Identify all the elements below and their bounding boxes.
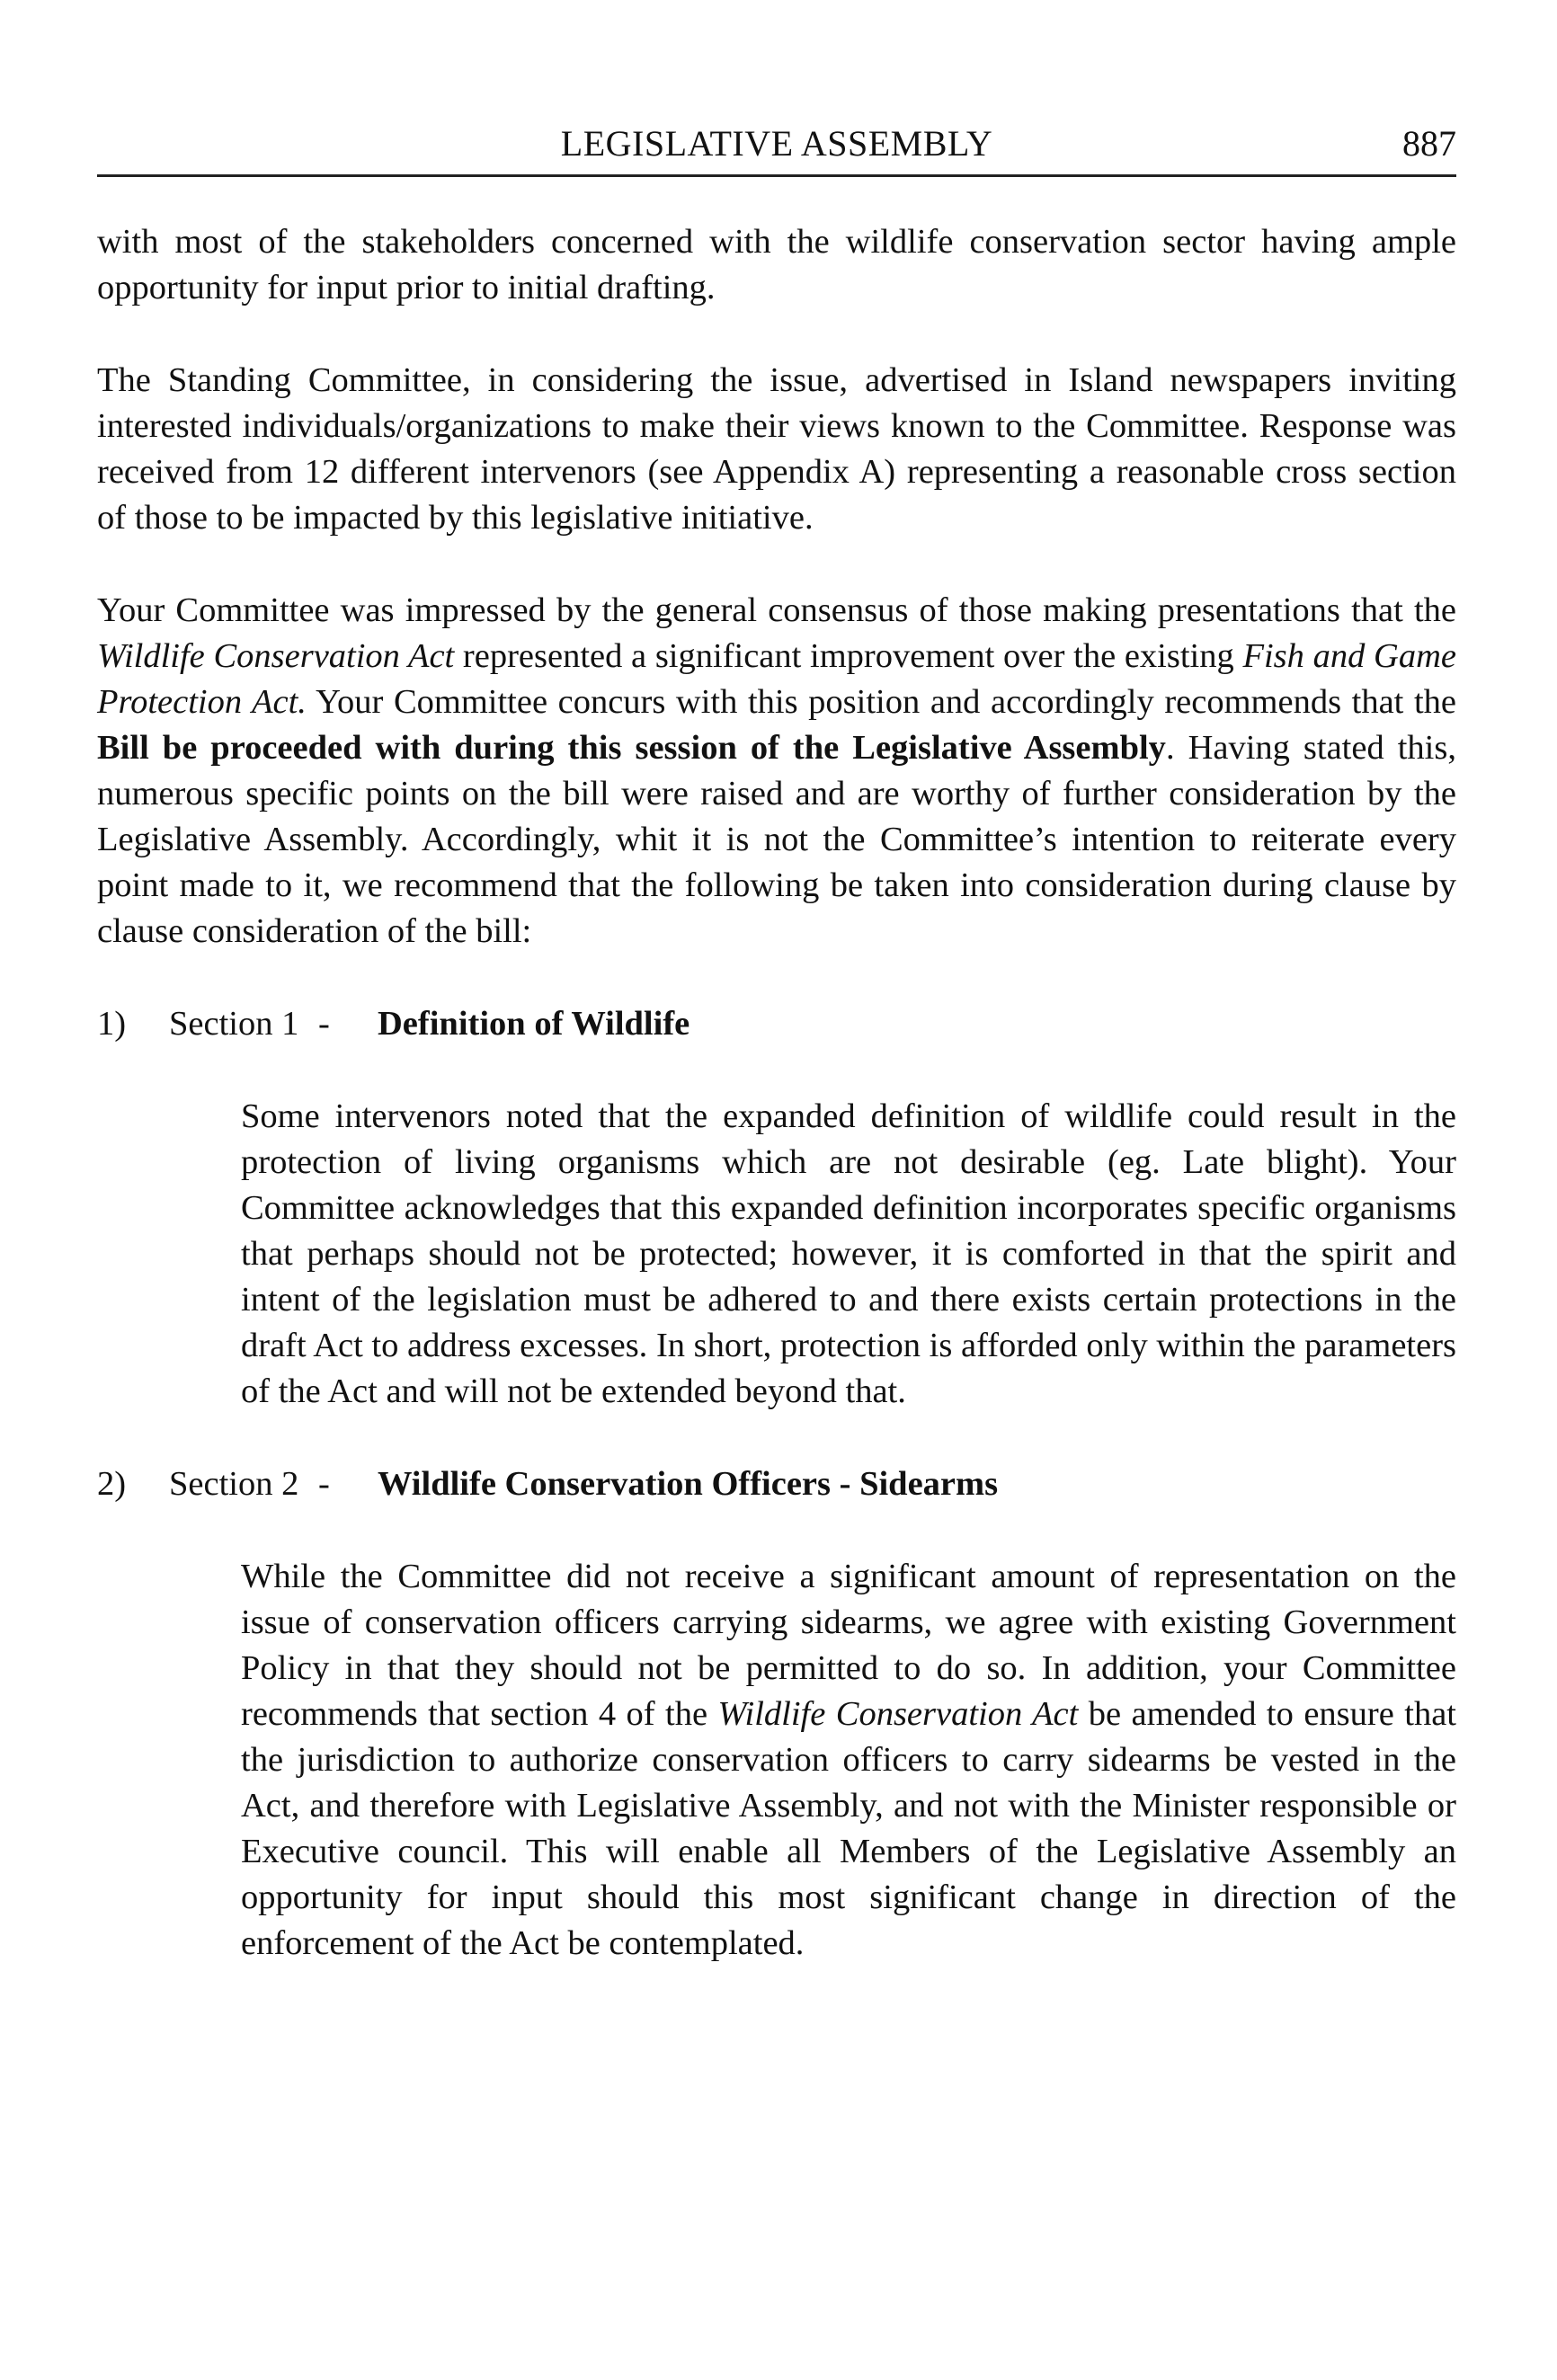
section-label: Section 2 (169, 1465, 299, 1503)
page-header (97, 117, 1456, 177)
section-1-text: Some intervenors noted that the expanded definition of wildlife could result in the protection of living organisms which are not desirable (eg. Late blight). Your Committee acknowledges that this expanded definition incorporates specific organisms that perhaps should not be protected; however, it is comforted in that the spirit and intent of the legislation must be adhered to and there exists certain protections in the draft Act to address excesses. In short, protection is afforded only within the parameters of the Act and will not be extended beyond that. (241, 1097, 1456, 1410)
page-number: 887 (1402, 123, 1456, 164)
text-run: Your Committee concurs with this position and accordingly recommends that the (306, 683, 1456, 721)
section-dash: - (318, 1465, 330, 1503)
italic-act-title: Fish and Game Protection Act. (97, 637, 1456, 721)
italic-act-title: Wildlife Conservation Act (717, 1695, 1079, 1733)
header-title: LEGISLATIVE ASSEMBLY (560, 123, 993, 164)
paragraph-standing-committee: The Standing Committee, in considering the issue, advertised in Island newspapers inviting interested individuals/organizations to make their views known to the Committee. Response was received from 12 different intervenors (see Appendix A) representing a reasonable cross section of those to be impacted by this legislative initiative. (97, 361, 1456, 537)
bold-recommendation: Bill be proceeded with during this session of the Legislative Assembly (97, 729, 1166, 767)
section-title: Definition of Wildlife (378, 1005, 690, 1043)
section-title: Wildlife Conservation Officers - Sidearms (378, 1465, 999, 1503)
text-run: Your Committee was impressed by the general consensus of those making presentations that the (97, 591, 1456, 629)
section-2-text (241, 1554, 1456, 1967)
document-body (97, 219, 1456, 2013)
text-run: While the Committee did not receive a significant amount of representation on the issue of conservation officers carrying sidearms, we agree with existing Government Policy in that they should not be permitted to do so. In addition, your Committee recommends that section 4 of the (241, 1558, 1456, 1733)
section-heading-2 (97, 1461, 1456, 1507)
paragraph-continuation: with most of the stakeholders concerned with the wildlife conservation sector having ample opportunity for input prior to initial drafting. (97, 223, 1456, 306)
text-run: represented a significant improvement over the existing (454, 637, 1243, 675)
paragraph-recommendation (97, 588, 1456, 955)
text-run: be amended to ensure that the jurisdiction to authorize conservation officers to carry sidearms be vested in the Act, and therefore with Legislative Assembly, and not with the Minister responsible or Executive council. This will enable all Members of the Legislative Assembly an opportunity for input should this most significant change in direction of the enforcement of the Act be contemplated. (241, 1695, 1456, 1962)
italic-act-title: Wildlife Conservation Act (97, 637, 455, 675)
section-number: 1) (97, 1005, 127, 1043)
section-number: 2) (97, 1465, 127, 1503)
section-heading-1 (97, 1001, 1456, 1047)
section-label: Section 1 (169, 1005, 299, 1043)
section-dash: - (318, 1005, 330, 1043)
text-run: . Having stated this, numerous specific points on the bill were raised and are worthy of further consideration by the Legislative Assembly. Accordingly, whit it is not the Committee’s intention to reiterate every point made to it, we recommend that the following be taken into consideration during clause by clause consideration of the bill: (97, 729, 1456, 950)
